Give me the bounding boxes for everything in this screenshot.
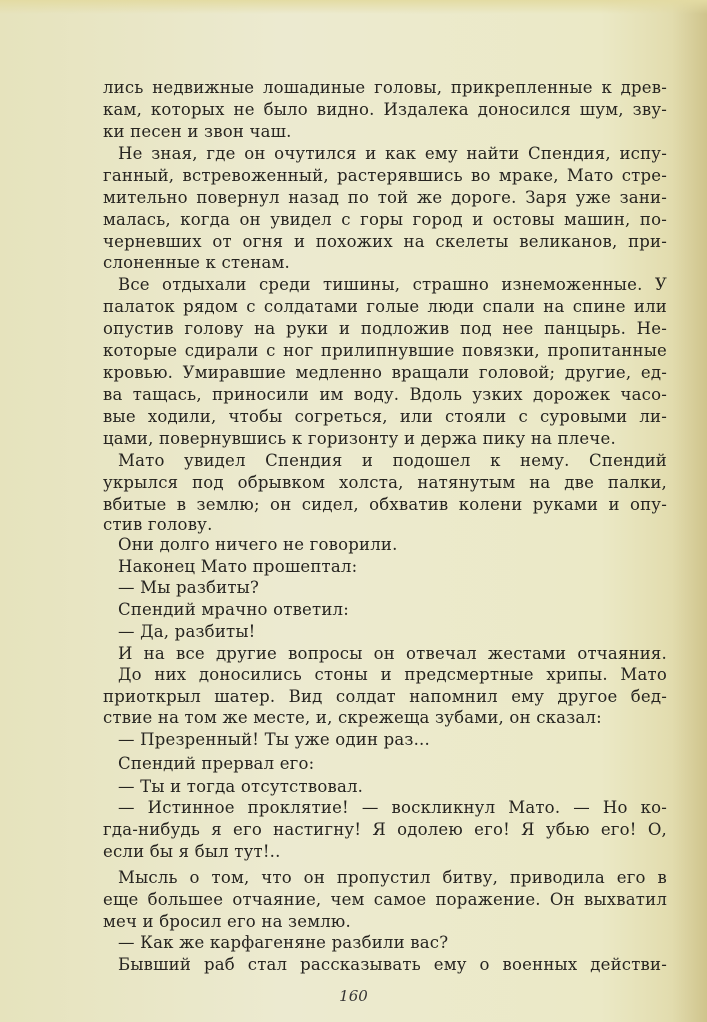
- text-line: опустив голову на руки и подложив под нее панцырь. Не-: [103, 319, 667, 338]
- text-line: если бы я был тут!..: [103, 842, 281, 861]
- text-line: цами, повернувшись к горизонту и держа пику на плече.: [103, 429, 616, 448]
- text-line: — Как же карфагеняне разбили вас?: [118, 933, 449, 952]
- text-line: вбитые в землю; он сидел, обхватив колени руками и опу-: [103, 495, 667, 514]
- text-line: Бывший раб стал рассказывать ему о военных действи-: [118, 955, 667, 974]
- text-line: стив голову.: [103, 515, 213, 534]
- text-line: И на все другие вопросы он отвечал жестами отчаяния.: [118, 644, 667, 663]
- text-line: гда-нибудь я его настигну! Я одолею его! Я убью его! О,: [103, 820, 667, 839]
- page-edge-shadow: [0, 0, 707, 14]
- text-line: — Да, разбиты!: [118, 622, 256, 641]
- text-line: До них доносились стоны и предсмертные хрипы. Мато: [118, 665, 667, 684]
- text-line: — Мы разбиты?: [118, 578, 260, 597]
- text-line: ва тащась, приносили им воду. Вдоль узких дорожек часо-: [103, 385, 667, 404]
- text-line: черневших от огня и похожих на скелеты великанов, при-: [103, 232, 667, 251]
- text-line: лись недвижные лошадиные головы, прикрепленные к древ-: [103, 78, 667, 97]
- text-line: мительно повернул назад по той же дороге. Заря уже зани-: [103, 188, 667, 207]
- text-line: кам, которых не было видно. Издалека доносился шум, зву-: [103, 100, 667, 119]
- text-line: Наконец Мато прошептал:: [118, 557, 358, 576]
- text-line: Мато увидел Спендия и подошел к нему. Спендий: [118, 451, 667, 470]
- text-line: еще большее отчаяние, чем самое поражение. Он выхватил: [103, 890, 667, 909]
- text-line: кровью. Умиравшие медленно вращали головой; другие, ед-: [103, 363, 667, 382]
- text-line: Все отдыхали среди тишины, страшно изнеможенные. У: [118, 275, 667, 294]
- page-number: 160: [339, 987, 368, 1005]
- text-line: которые сдирали с ног прилипнувшие повязки, пропитанные: [103, 341, 667, 360]
- text-line: — Истинное проклятие! — воскликнул Мато. — Но ко-: [118, 798, 667, 817]
- text-line: Спендий мрачно ответил:: [118, 600, 349, 619]
- text-line: — Ты и тогда отсутствовал.: [118, 777, 364, 796]
- text-line: ствие на том же месте, и, скрежеща зубами, он сказал:: [103, 708, 602, 727]
- text-line: укрылся под обрывком холста, натянутым на две палки,: [103, 473, 667, 492]
- text-line: ки песен и звон чаш.: [103, 122, 292, 141]
- text-line: приоткрыл шатер. Вид солдат напомнил ему другое бед-: [103, 687, 667, 706]
- text-line: Они долго ничего не говорили.: [118, 535, 398, 554]
- text-line: — Презренный! Ты уже один раз...: [118, 730, 430, 749]
- text-line: Не зная, где он очутился и как ему найти Спендия, испу-: [118, 144, 667, 163]
- text-line: меч и бросил его на землю.: [103, 912, 351, 931]
- text-line: Спендий прервал его:: [118, 754, 315, 773]
- text-line: Мысль о том, что он пропустил битву, приводила его в: [118, 868, 667, 887]
- text-line: малась, когда он увидел с горы город и остовы машин, по-: [103, 210, 667, 229]
- text-line: слоненные к стенам.: [103, 253, 290, 272]
- text-line: палаток рядом с солдатами голые люди спали на спине или: [103, 297, 667, 316]
- text-line: ганный, встревоженный, растерявшись во мраке, Мато стре-: [103, 166, 667, 185]
- text-line: вые ходили, чтобы согреться, или стояли с суровыми ли-: [103, 407, 667, 426]
